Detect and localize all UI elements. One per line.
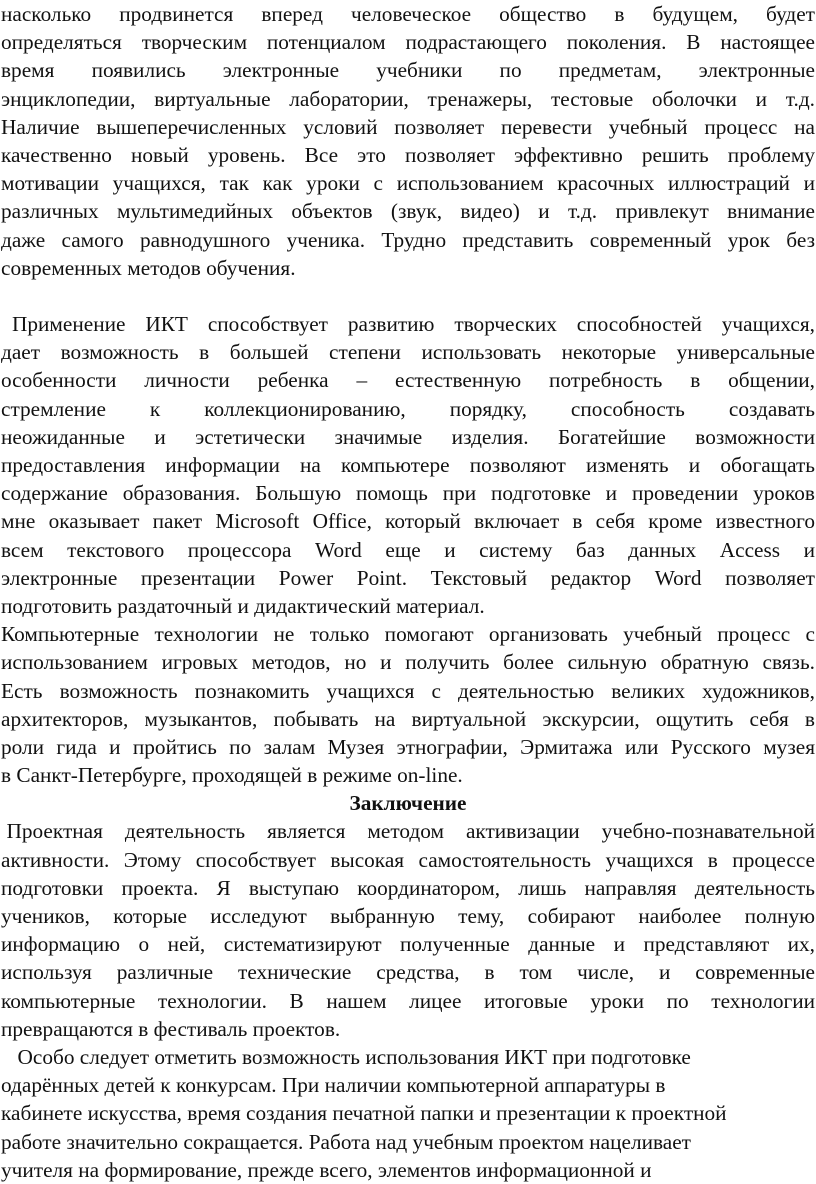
text-line: Особо следует отметить возможность использования ИКТ при подготовке [17, 1044, 691, 1069]
text-line: превращаются в фестиваль проектов. [1, 1016, 341, 1041]
text-line: энциклопедии, виртуальные лаборатории, тренажеры, тестовые оболочки и т.д. [1, 86, 815, 111]
text-line: компьютерные технологии. В нашем лицее итоговые уроки по технологии [1, 988, 815, 1013]
text-line: активности. Этому способствует высокая самостоятельность учащихся в процессе [1, 847, 815, 872]
text-line: одарённых детей к конкурсам. При наличии компьютерной аппаратуры в [1, 1073, 666, 1098]
paragraph-gap [1, 282, 815, 310]
text-line: архитекторов, музыкантов, побывать на виртуальной экскурсии, ощутить себя в [1, 706, 815, 731]
text-line: дает возможность в большей степени использовать некоторые универсальные [1, 340, 815, 365]
paragraph-5 [1, 1043, 815, 1184]
text-line: Есть возможность познакомить учащихся с деятельностью великих художников, [1, 678, 815, 703]
text-line: информацию о ней, систематизируют полученные данные и представляют их, [1, 932, 815, 957]
text-line: неожиданные и эстетически значимые изделия. Богатейшие возможности [1, 424, 815, 449]
paragraph-4 [1, 817, 815, 1043]
text-line: Наличие вышеперечисленных условий позволяет перевести учебный процесс на [1, 114, 815, 139]
text-line: учителя на формирование, прежде всего, элементов информационной и [1, 1157, 652, 1182]
text-line: мотивации учащихся, так как уроки с использованием красочных иллюстраций и [1, 171, 815, 196]
text-line: время появились электронные учебники по предметам, электронные [1, 58, 815, 83]
text-line: современных методов обучения. [1, 255, 296, 280]
text-line: определяться творческим потенциалом подрастающего поколения. В настоящее [1, 30, 815, 55]
text-line: предоставления информации на компьютере позволяют изменять и обогащать [1, 453, 815, 477]
text-line: мне оказывает пакет Microsoft Office, который включает в себя кроме известного [1, 509, 815, 534]
paragraph-2 [1, 310, 815, 620]
text-line: содержание образования. Большую помощь при подготовке и проведении уроков [1, 481, 815, 506]
text-line: роли гида и пройтись по залам Музея этнографии, Эрмитажа или Русского музея [1, 734, 815, 759]
text-line: подготовки проекта. Я выступаю координатором, лишь направляя деятельность [1, 875, 815, 900]
text-line: подготовить раздаточный и дидактический материал. [1, 593, 485, 618]
section-heading: Заключение [349, 791, 467, 816]
paragraph-3 [1, 620, 815, 789]
text-line: всем текстового процессора Word еще и систему баз данных Access и [1, 537, 815, 562]
text-line: в Санкт-Петербурге, проходящей в режиме on-line. [1, 763, 463, 788]
text-line: электронные презентации Power Point. Текстовый редактор Word позволяет [1, 565, 815, 590]
text-line: Проектная деятельность является методом активизации учебно-познавательной [6, 819, 815, 844]
text-line: различных мультимедийных объектов (звук, видео) и т.д. привлекут внимание [1, 199, 815, 224]
text-line: насколько продвинется вперед человеческое общество в будущем, будет [1, 2, 815, 26]
text-line: используя различные технические средства, в том числе, и современные [1, 960, 815, 985]
text-line: Применение ИКТ способствует развитию творческих способностей учащихся, [12, 312, 815, 337]
text-line: качественно новый уровень. Все это позволяет эффективно решить проблему [1, 142, 815, 167]
text-line: стремление к коллекционированию, порядку, способность создавать [1, 396, 815, 421]
text-line: учеников, которые исследуют выбранную тему, собирают наиболее полную [1, 904, 815, 928]
text-line: использованием игровых методов, но и получить более сильную обратную связь. [1, 650, 815, 675]
text-line: работе значительно сокращается. Работа над учебным проектом нацеливает [1, 1129, 691, 1154]
text-line: даже самого равнодушного ученика. Трудно представить современный урок без [1, 227, 815, 252]
text-line: кабинете искусства, время создания печатной папки и презентации к проектной [1, 1101, 727, 1126]
paragraph-1 [1, 0, 815, 282]
text-line: особенности личности ребенка – естественную потребность в общении, [1, 368, 815, 393]
text-line: Компьютерные технологии не только помогают организовать учебный процесс с [1, 622, 815, 647]
